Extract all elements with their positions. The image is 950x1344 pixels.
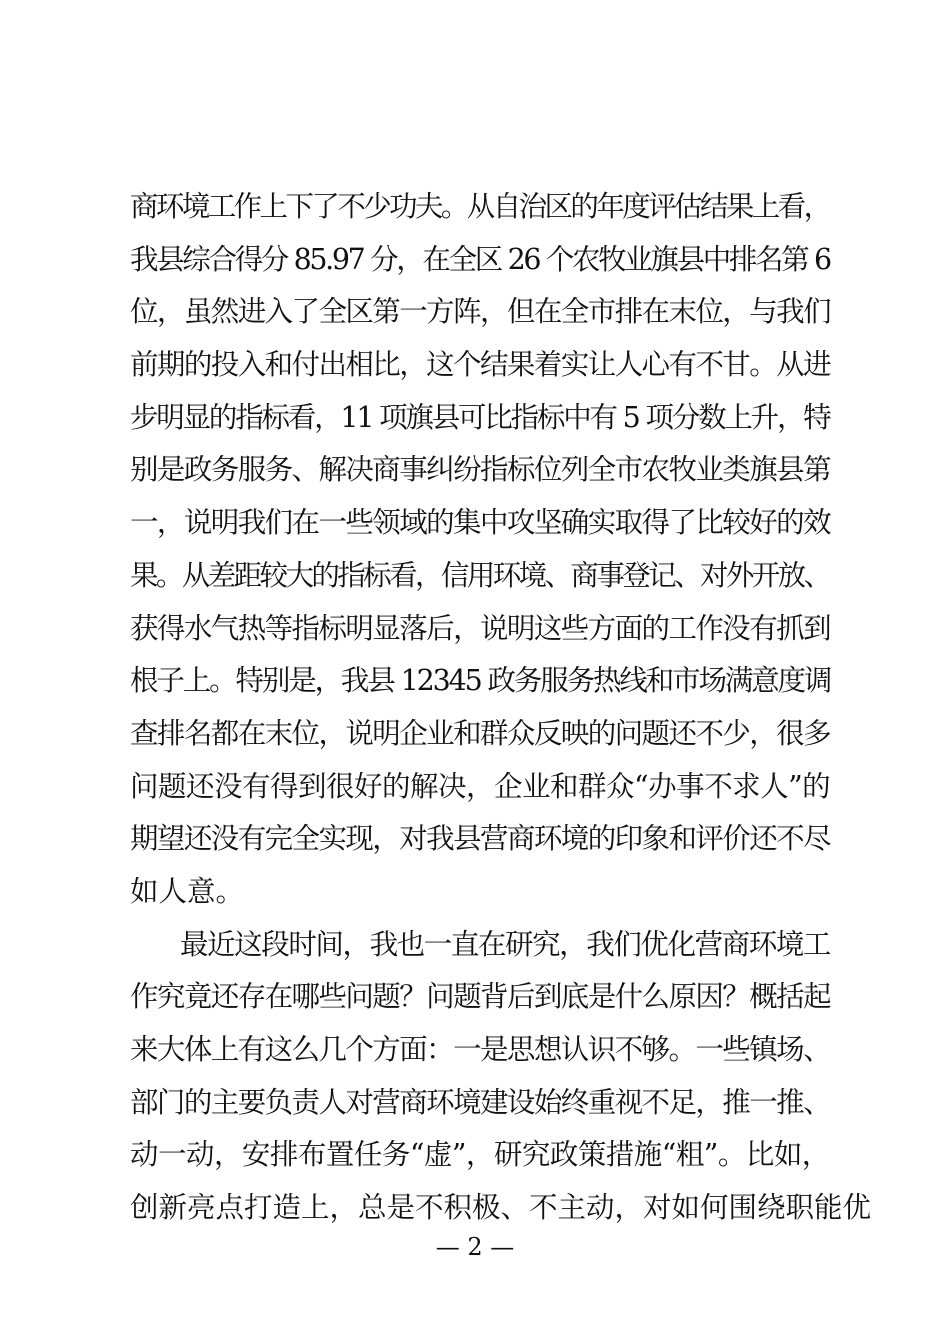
paragraph-2-line-2: 作究竟还存在哪些问题？问题背后到底是什么原因？概括起 xyxy=(130,980,831,1014)
paragraph-1-line-10: 根子上。特别是，我县 12345 政务服务热线和市场满意度调 xyxy=(130,664,831,698)
paragraph-2-line-6: 创新亮点打造上，总是不积极、不主动，对如何围绕职能优 xyxy=(130,1191,872,1225)
paragraph-1-line-5: 步明显的指标看，11 项旗县可比指标中有 5 项分数上升，特 xyxy=(130,400,830,434)
paragraph-1-line-11: 查排名都在末位，说明企业和群众反映的问题还不少，很多 xyxy=(130,716,831,750)
paragraph-1-line-6: 别是政务服务、解决商事纠纷指标位列全市农牧业类旗县第 xyxy=(130,453,831,487)
paragraph-1-line-1: 商环境工作上下了不少功夫。从自治区的年度评估结果上看， xyxy=(130,190,830,223)
paragraph-1-line-12: 问题还没有得到很好的解决，企业和群众“办事不求人”的 xyxy=(130,769,831,803)
paragraph-1-line-14: 如人意。 xyxy=(130,874,245,908)
paragraph-2-line-3: 来大体上有这么几个方面：一是思想认识不够。一些镇场、 xyxy=(130,1033,831,1066)
paragraph-2-line-4: 部门的主要负责人对营商环境建设始终重视不足，推一推、 xyxy=(130,1085,831,1119)
paragraph-1-line-13: 期望还没有完全实现，对我县营商环境的印象和评价还不尽 xyxy=(130,822,831,856)
paragraph-2-line-5: 动一动，安排布置任务“虚”，研究政策措施“粗”。比如， xyxy=(130,1138,830,1172)
page-number: — 2 — xyxy=(435,1233,515,1261)
paragraph-1-line-2: 我县综合得分 85.97 分，在全区 26 个农牧业旗县中排名第 6 xyxy=(130,242,830,276)
paragraph-1-line-7: 一，说明我们在一些领域的集中攻坚确实取得了比较好的效 xyxy=(130,506,831,540)
paragraph-1-line-8: 果。从差距较大的指标看，信用环境、商事登记、对外开放、 xyxy=(130,558,830,592)
paragraph-2-line-1: 最近这段时间，我也一直在研究，我们优化营商环境工 xyxy=(180,927,831,961)
paragraph-1-line-9: 获得水气热等指标明显落后，说明这些方面的工作没有抓到 xyxy=(130,611,831,645)
paragraph-1-line-3: 位，虽然进入了全区第一方阵，但在全市排在末位，与我们 xyxy=(130,295,831,329)
paragraph-1-line-4: 前期的投入和付出相比，这个结果着实让人心有不甘。从进 xyxy=(130,348,831,382)
body-text xyxy=(130,181,872,1235)
